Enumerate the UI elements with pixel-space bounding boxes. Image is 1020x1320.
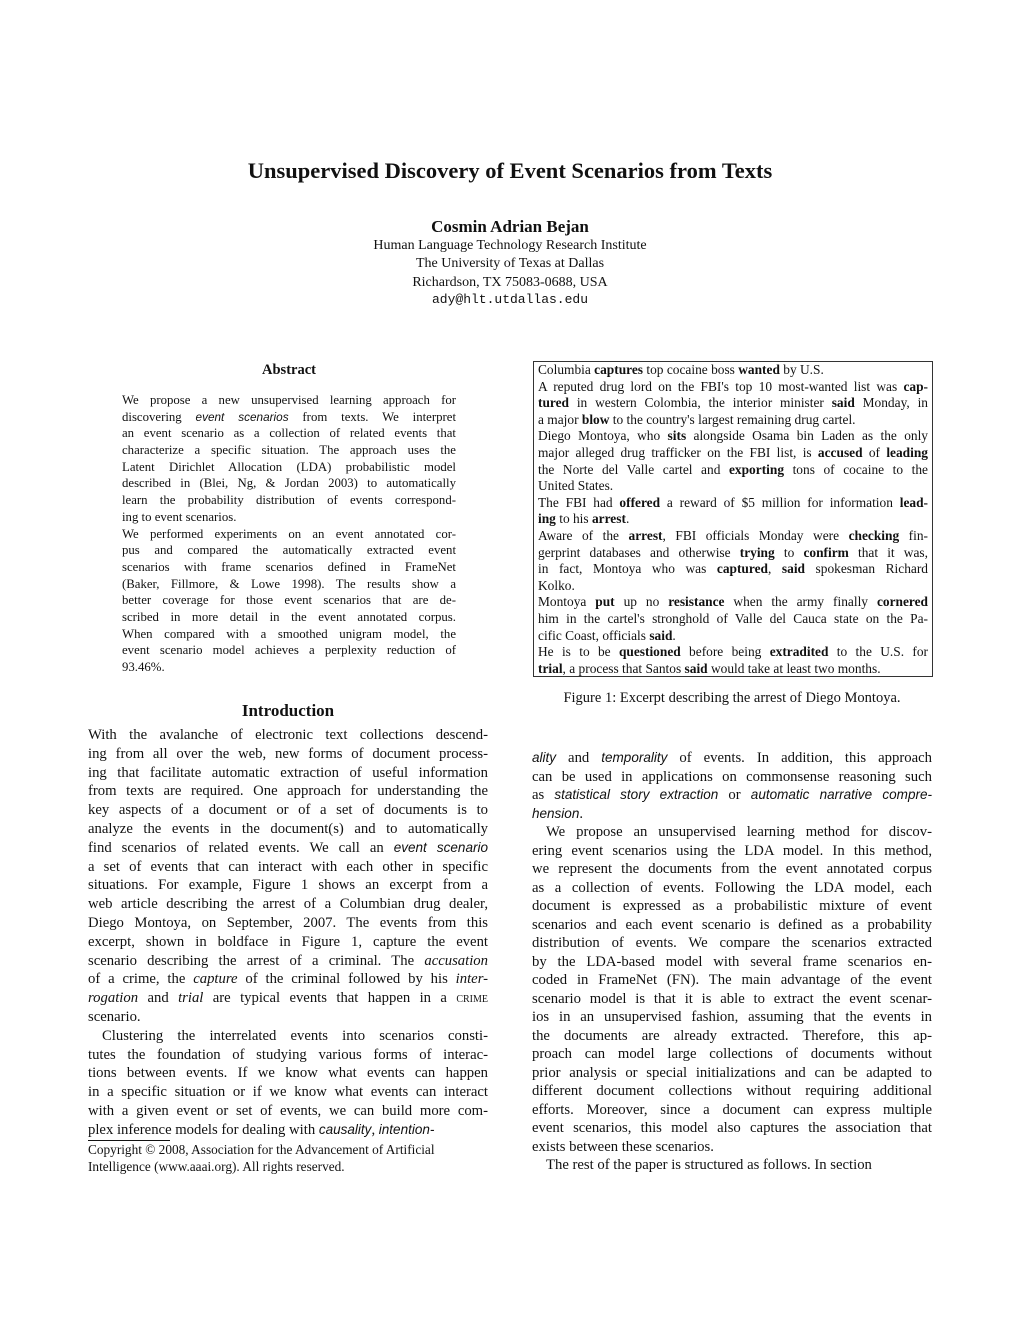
text-line: Kolko. [538, 577, 575, 593]
text-line: We propose an unsupervised learning method for discov- [546, 824, 932, 840]
bold-event-word: confirm [803, 544, 849, 560]
text-line: Latent Dirichlet Allocation (LDA) probabilistic model [122, 459, 456, 474]
text-line: can be used in applications on commonsense reasoning such [532, 768, 932, 785]
author-affiliation-line: Richardson, TX 75083-0688, USA [412, 275, 608, 290]
text-line: scenario. [88, 1008, 141, 1025]
text-line: different document collections without requiring additional [532, 1083, 932, 1099]
bold-event-word: sits [667, 428, 687, 444]
text-line: major alleged drug trafficker on the FBI list, is accused of leading [538, 444, 928, 460]
text-line: cific Coast, officials said. [538, 627, 676, 643]
bold-event-word: exporting [728, 461, 785, 477]
text-line: coded in FrameNet (FN). The main advantage of the event [532, 972, 932, 988]
paragraph [538, 594, 928, 644]
bold-event-word: trying [739, 544, 775, 560]
text-line: find scenarios of related events. We call an event scenario [88, 839, 488, 856]
text-line: situations. For example, Figure 1 shows an excerpt from a [88, 877, 488, 894]
text-line: ing from all over the web, new forms of document process- [88, 745, 488, 762]
figure-caption: Figure 1: Excerpt describing the arrest of Diego Montoya. [563, 690, 901, 706]
text-line: The FBI had offered a reward of $5 million for information lead- [538, 494, 928, 510]
paragraph [122, 392, 456, 526]
paragraph [122, 526, 456, 676]
italic-term: capture [193, 971, 238, 988]
bold-event-word: said [831, 395, 855, 411]
author-email: ady@hlt.utdallas.edu [431, 292, 589, 307]
text-line: ality and temporality of events. In addition, this approach [532, 750, 932, 766]
text-line: hension. [532, 805, 584, 822]
text-line: With the avalanche of electronic text collections descend- [88, 727, 488, 743]
bold-event-word: tured [538, 395, 569, 411]
text-line: from texts are required. One approach for understanding the [88, 783, 488, 800]
bold-event-word: put [595, 594, 615, 610]
text-line: plex inference models for dealing with causality, intention- [88, 1121, 435, 1138]
text-line: Clustering the interrelated events into scenarios consti- [102, 1027, 488, 1044]
text-line: The rest of the paper is structured as follows. In section [546, 1157, 872, 1173]
author-affiliation-line: The University of Texas at Dallas [415, 256, 605, 271]
abstract-heading: Abstract [262, 362, 316, 378]
text-line: web article describing the arrest of a Columbian drug dealer, [88, 896, 488, 913]
emphasized-term: intention- [378, 1121, 435, 1137]
bold-event-word: cornered [876, 594, 928, 610]
paragraph [532, 823, 932, 1156]
text-line: proach can model large collections of documents without [532, 1046, 932, 1062]
text-line: scenarios with frame scenarios defined in FrameNet [122, 559, 456, 574]
italic-term: inter- [455, 971, 488, 988]
text-line: tutes the foundation of studying various forms of interac- [88, 1046, 488, 1063]
text-line: better coverage for those event scenarios that are de- [122, 593, 456, 608]
text-line: scenarios and each event scenario is defined as a probability [532, 916, 932, 933]
text-line: as a collection of events. Following the LDA model, each [532, 879, 932, 896]
emphasized-term: event scenario [393, 839, 488, 855]
copyright-footnote [88, 1140, 488, 1175]
paragraph [538, 379, 928, 429]
text-line: as statistical story extraction or automatic narrative compre- [532, 787, 932, 803]
text-line: we represent the documents from the event annotated corpus [532, 861, 932, 877]
emphasized-term: statistical story extraction [554, 787, 719, 802]
paragraph [538, 495, 928, 528]
text-line: analyze the events in the document(s) and to automatically [88, 820, 488, 837]
text-line: described in (Blei, Ng, & Jordan 2003) to automatically [122, 476, 456, 491]
paragraph [538, 528, 928, 594]
text-line: efforts. Moreover, since a document can express multiple [532, 1101, 932, 1118]
text-line: When compared with a smoothed unigram model, the [122, 626, 456, 641]
emphasized-term: event scenarios [195, 410, 289, 424]
text-line: the Norte del Valle cartel and exporting tons of cocaine to the [538, 461, 928, 477]
text-line: a set of events that can interact with each other in specific [88, 858, 488, 875]
bold-event-word: captured [716, 561, 768, 577]
text-line: of a crime, the capture of the criminal followed by his inter- [88, 971, 488, 988]
italic-term: accusation [424, 952, 488, 969]
text-line: gerprint databases and otherwise trying to confirm that it was, [538, 544, 928, 560]
bold-event-word: lead- [899, 494, 928, 510]
text-line: event scenarios, this model also captures the association that [532, 1120, 932, 1136]
text-line: him in the cartel's stronghold of Valle del Cauca state on the Pa- [538, 610, 928, 626]
text-line: a major blow to the country's largest remaining drug cartel. [538, 411, 856, 427]
bold-event-word: said [684, 660, 708, 676]
figure-1-excerpt-box [533, 361, 933, 677]
paragraph [538, 362, 928, 379]
bold-event-word: said [781, 561, 805, 577]
author-name: Cosmin Adrian Bejan [431, 217, 589, 236]
bold-event-word: extradited [769, 644, 829, 660]
text-line: exists between these scenarios. [532, 1138, 714, 1155]
footnote-line: Intelligence (www.aaai.org). All rights reserved. [88, 1159, 345, 1174]
text-line: A reputed drug lord on the FBI's top 10 most-wanted list was cap- [538, 378, 928, 394]
text-line: with a given event or set of events, we can build more com- [88, 1102, 488, 1119]
text-line: United States. [538, 478, 614, 494]
text-line: (Baker, Fillmore, & Lowe 1998). The results show a [122, 576, 456, 591]
text-line: ios in an unsupervised fashion, assuming that the events in [532, 1009, 932, 1025]
text-line: tions between events. If we know what events can happen [88, 1065, 488, 1082]
paragraph [88, 726, 488, 1027]
emphasized-term: automatic narrative compre- [750, 787, 932, 802]
text-line: an event scenario as a collection of related events that [122, 426, 456, 441]
text-line: document is expressed as a probabilistic mixture of event [532, 898, 932, 914]
paragraph [538, 644, 928, 677]
bold-event-word: said [649, 627, 673, 643]
text-line: We performed experiments on an event annotated cor- [122, 526, 456, 541]
bold-event-word: leading [886, 444, 928, 460]
right-column-body [532, 749, 932, 1175]
bold-event-word: trial [538, 660, 563, 676]
paragraph [538, 428, 928, 494]
introduction-heading: Introduction [241, 701, 335, 720]
text-line: We propose a new unsupervised learning approach for [122, 393, 456, 407]
paragraph [532, 749, 932, 823]
text-line: event scenario model achieves a perplexity reduction of [122, 643, 456, 658]
text-line: excerpt, shown in boldface in Figure 1, capture the event [88, 933, 488, 950]
footnote-line: Copyright © 2008, Association for the Advancement of Artificial [88, 1142, 435, 1157]
text-line: prior analysis or special initializations and can be adapted to [532, 1064, 932, 1081]
text-line: He is to be questioned before being extradited to the U.S. for [538, 644, 928, 660]
bold-event-word: resistance [668, 594, 725, 610]
text-line: ing that facilitate automatic extraction of useful information [88, 764, 488, 781]
bold-event-word: wanted [738, 362, 780, 377]
paragraph [88, 1027, 488, 1140]
text-line: rogation and trial are typical events that happen in a crime [88, 990, 488, 1007]
text-line: scenario model is that it is able to extract the event scenar- [532, 990, 932, 1007]
text-line: Aware of the arrest, FBI officials Monday were checking fin- [538, 527, 928, 543]
text-line: tured in western Colombia, the interior minister said Monday, in [538, 395, 928, 411]
text-line: distribution of events. We compare the scenarios extracted [532, 935, 932, 951]
text-line: key aspects of a document or of a set of documents is to [88, 802, 488, 819]
emphasized-term: temporality [601, 750, 668, 765]
bold-event-word: arrest [628, 527, 663, 543]
introduction-body [88, 726, 488, 1140]
paper-title: Unsupervised Discovery of Event Scenarios from Texts [247, 158, 773, 183]
bold-event-word: cap- [903, 378, 928, 394]
text-line: in fact, Montoya who was captured, said spokesman Richard [538, 561, 928, 577]
bold-event-word: arrest [591, 511, 626, 527]
text-line: in a specific situation or if we know what events can interact [88, 1084, 488, 1101]
text-line: ing to event scenarios. [122, 509, 237, 524]
emphasized-term: causality [318, 1121, 372, 1137]
text-line: scenario describing the arrest of a criminal. The accusation [88, 952, 488, 969]
paragraph [532, 1156, 932, 1175]
text-line: pus and compared the automatically extracted event [122, 543, 456, 558]
text-line: 93.46%. [122, 660, 165, 674]
text-line: Diego Montoya, who sits alongside Osama bin Laden as the only [538, 428, 928, 444]
bold-event-word: offered [619, 494, 661, 510]
bold-event-word: captures [594, 362, 644, 377]
italic-term: trial [178, 990, 204, 1007]
text-line: Columbia captures top cocaine boss wanted by U.S. [538, 362, 824, 377]
text-line: by the LDA-based model with several frame scenarios en- [532, 953, 932, 970]
author-affiliation-line: Human Language Technology Research Institute [373, 238, 647, 253]
text-line: learn the probability distribution of events correspond- [122, 493, 456, 508]
text-line: scribed in more detail in the event annotated corpus. [122, 609, 456, 624]
bold-event-word: questioned [618, 644, 681, 660]
text-line: characterize a specific situation. The approach uses the [122, 443, 456, 458]
text-line: trial, a process that Santos said would take at least two months. [538, 660, 881, 676]
bold-event-word: checking [848, 527, 900, 543]
emphasized-term: ality [532, 750, 557, 765]
bold-event-word: blow [581, 411, 610, 427]
emphasized-term: hension [532, 805, 580, 821]
italic-term: rogation [88, 990, 139, 1007]
bold-event-word: ing [538, 511, 556, 527]
text-line: the documents are already extracted. Therefore, this ap- [532, 1027, 932, 1044]
bold-event-word: accused [817, 444, 863, 460]
text-line: discovering event scenarios from texts. We interpret [122, 409, 456, 424]
text-line: ing to his arrest. [538, 511, 630, 527]
text-line: Diego Montoya, on September, 2007. The events from this [88, 914, 488, 931]
text-line: Montoya put up no resistance when the army finally cornered [538, 594, 928, 610]
abstract-body [122, 392, 456, 676]
text-line: ering event scenarios using the LDA model. In this method, [532, 842, 932, 859]
small-caps-term: crime [456, 990, 488, 1007]
